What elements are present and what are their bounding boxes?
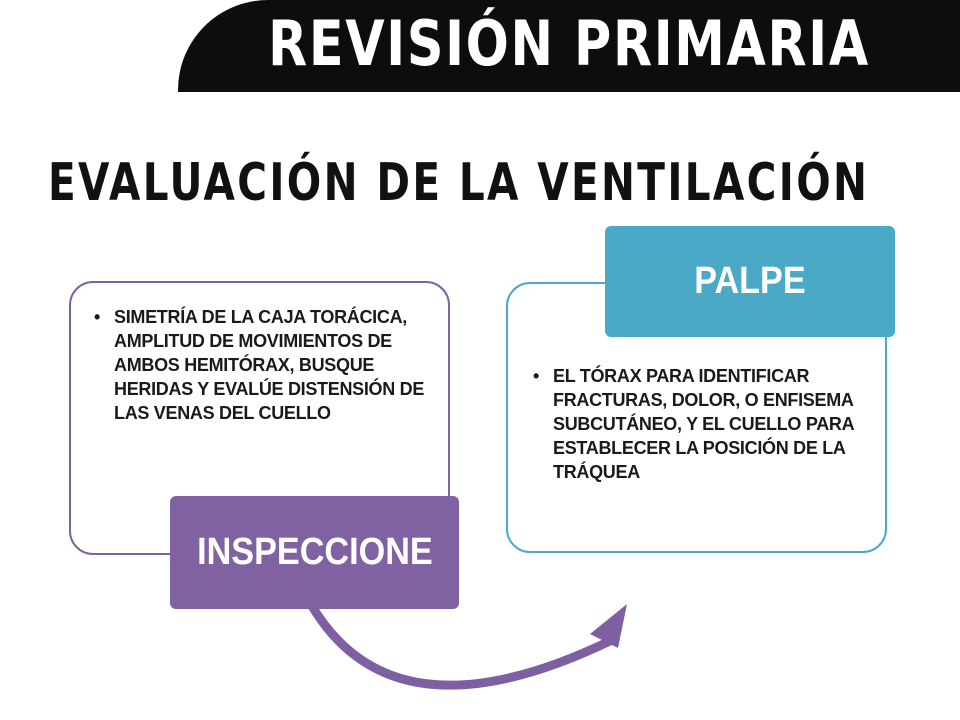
page-title: REVISIÓN PRIMARIA [268,7,870,80]
inspect-label: INSPECCIONE [196,531,433,573]
inspect-label-box [170,496,459,609]
palpate-label-box [605,226,895,337]
inspect-bullet-item: • SIMETRÍA DE LA CAJA TORÁCICA, AMPLITUD DE MOVIMIENTOS DE AMBOS HEMITÓRAX, BUSQUE HERIDAS Y EVALÚE DISTENSIÓN DE LAS VENAS DEL CUELLO [90,305,430,425]
section-subtitle: EVALUACIÓN DE LA VENTILACIÓN [48,153,870,213]
palpate-label: PALPE [694,260,806,302]
palpate-bullet-list [529,364,874,484]
palpate-bullet-item: • EL TÓRAX PARA IDENTIFICAR FRACTURAS, DOLOR, O ENFISEMA SUBCUTÁNEO, Y EL CUELLO PARA ESTABLECER LA POSICIÓN DE LA TRÁQUEA [529,364,874,484]
inspect-bullet-list [90,305,430,425]
